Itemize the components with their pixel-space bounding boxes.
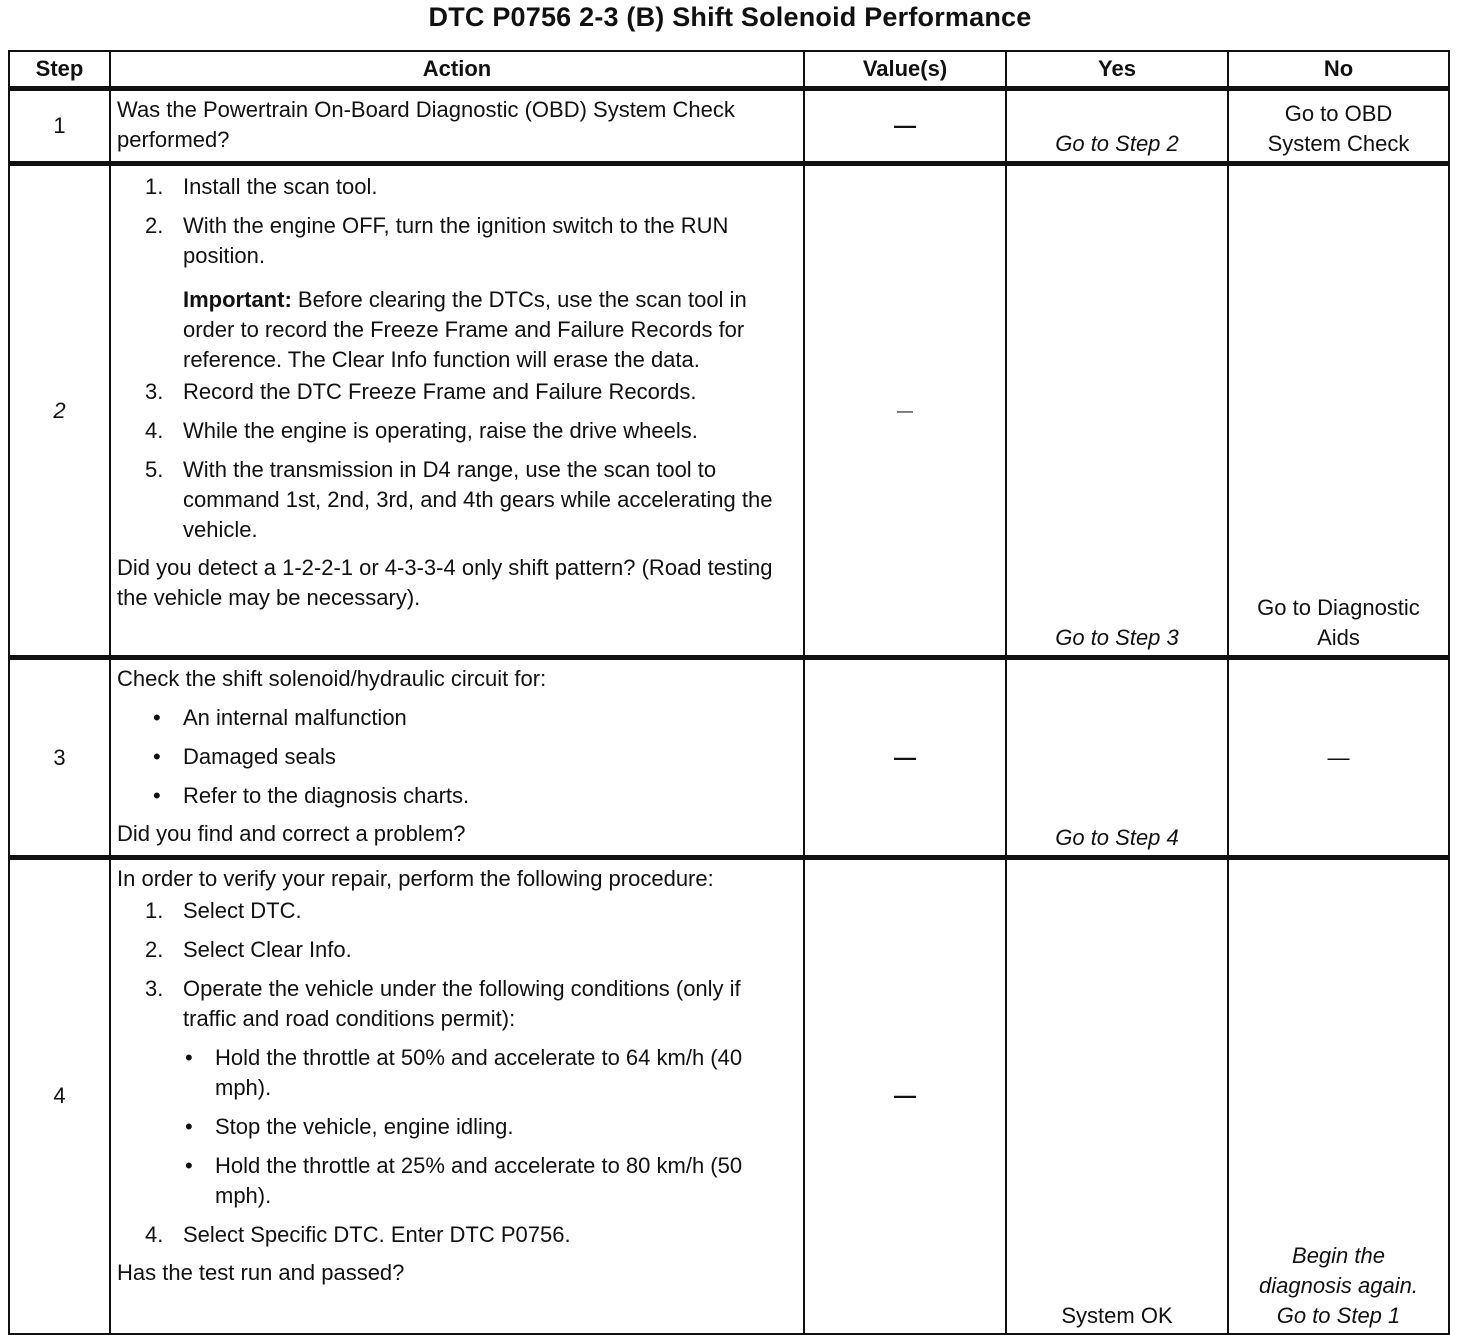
- list-item: 4. While the engine is operating, raise the drive wheels.: [145, 418, 698, 443]
- no-cell: [1228, 89, 1449, 164]
- list-item: 4. Select Specific DTC. Enter DTC P0756.: [145, 1222, 571, 1247]
- no-outcome-line1: Begin the: [1292, 1242, 1385, 1268]
- action-text: Was the Powertrain On-Board Diagnostic (OBD) System Check performed?: [117, 97, 735, 152]
- action-cell: [110, 858, 804, 1334]
- yes-cell: [1006, 858, 1228, 1334]
- yes-outcome: Go to Step 4: [1055, 825, 1179, 850]
- no-cell: [1228, 164, 1449, 658]
- yes-cell: [1006, 658, 1228, 858]
- table-row-step-2: [9, 164, 1449, 658]
- value-dash: —: [897, 403, 913, 420]
- no-outcome: —: [1327, 744, 1350, 770]
- list-item: 1. Select DTC.: [145, 898, 302, 923]
- page-title: DTC P0756 2-3 (B) Shift Solenoid Performance: [428, 2, 1032, 32]
- value-dash: —: [894, 1083, 916, 1109]
- bullet-item: • Hold the throttle at 50% and accelerate to 64 km/h (40 mph).: [185, 1045, 743, 1100]
- list-item: 1. Install the scan tool.: [145, 174, 378, 199]
- header-row: [9, 51, 1449, 89]
- action-cell: [110, 658, 804, 858]
- value-cell: [804, 164, 1006, 658]
- no-outcome-line1: Go to Diagnostic: [1257, 595, 1420, 620]
- list-item: 3. Operate the vehicle under the following conditions (only if traffic and road conditions permit):: [145, 976, 741, 1031]
- question-text: Did you find and correct a problem?: [117, 821, 466, 846]
- header-no: No: [1228, 51, 1449, 89]
- table-row-step-3: [9, 658, 1449, 858]
- list-item: 2. With the engine OFF, turn the ignition switch to the RUN position.: [145, 213, 729, 268]
- bullet-item: • An internal malfunction: [153, 705, 407, 730]
- header-step: Step: [9, 51, 110, 89]
- header-yes: Yes: [1006, 51, 1228, 89]
- value-cell: [804, 658, 1006, 858]
- step-number: 1: [9, 89, 110, 164]
- table-row-step-4: [9, 858, 1449, 1334]
- important-text: Before clearing the DTCs, use the scan tool in order to record the Freeze Frame and Failure Records for reference. The Clear Info function will erase the data.: [183, 287, 747, 372]
- value-cell: [804, 858, 1006, 1334]
- value-cell: [804, 89, 1006, 164]
- list-item: 5. With the transmission in D4 range, use the scan tool to command 1st, 2nd, 3rd, and 4th gears while accelerating the vehicle.: [145, 457, 773, 542]
- no-cell: [1228, 658, 1449, 858]
- question-text: Did you detect a 1-2-2-1 or 4-3-3-4 only shift pattern? (Road testing the vehicle may be necessary).: [117, 555, 773, 610]
- bullet-item: • Stop the vehicle, engine idling.: [185, 1114, 514, 1139]
- no-cell: [1228, 858, 1449, 1334]
- value-dash: —: [894, 113, 916, 138]
- list-item: 2. Select Clear Info.: [145, 937, 352, 962]
- no-outcome-line3: Go to Step 1: [1276, 1302, 1401, 1328]
- step-number: 4: [9, 858, 110, 1334]
- diagnostic-table: [8, 50, 1450, 1335]
- yes-cell: [1006, 89, 1228, 164]
- no-outcome-line2: diagnosis again.: [1258, 1272, 1418, 1298]
- step-number: 3: [9, 658, 110, 858]
- header-action: Action: [110, 51, 804, 89]
- list-item: 3. Record the DTC Freeze Frame and Failure Records.: [145, 379, 697, 404]
- action-cell: [110, 164, 804, 658]
- action-cell: [110, 89, 804, 164]
- no-outcome-line2: Aids: [1317, 625, 1360, 650]
- question-text: Has the test run and passed?: [117, 1260, 405, 1285]
- intro-text: Check the shift solenoid/hydraulic circuit for:: [117, 666, 547, 691]
- bullet-item: • Hold the throttle at 25% and accelerate to 80 km/h (50 mph).: [185, 1153, 743, 1208]
- yes-cell: [1006, 164, 1228, 658]
- yes-outcome: System OK: [1061, 1302, 1173, 1328]
- yes-outcome: Go to Step 2: [1055, 131, 1179, 156]
- intro-text: In order to verify your repair, perform the following procedure:: [117, 866, 714, 891]
- yes-outcome: Go to Step 3: [1055, 625, 1179, 650]
- bullet-item: • Refer to the diagnosis charts.: [153, 783, 470, 808]
- bullet-item: • Damaged seals: [153, 744, 336, 769]
- important-label: Important:: [183, 287, 292, 312]
- header-values: Value(s): [804, 51, 1006, 89]
- table-row-step-1: [9, 89, 1449, 164]
- step-number: 2: [9, 164, 110, 658]
- value-dash: —: [894, 744, 916, 770]
- no-outcome-line2: System Check: [1267, 131, 1410, 156]
- no-outcome-line1: Go to OBD: [1284, 101, 1393, 126]
- important-note: [117, 285, 795, 375]
